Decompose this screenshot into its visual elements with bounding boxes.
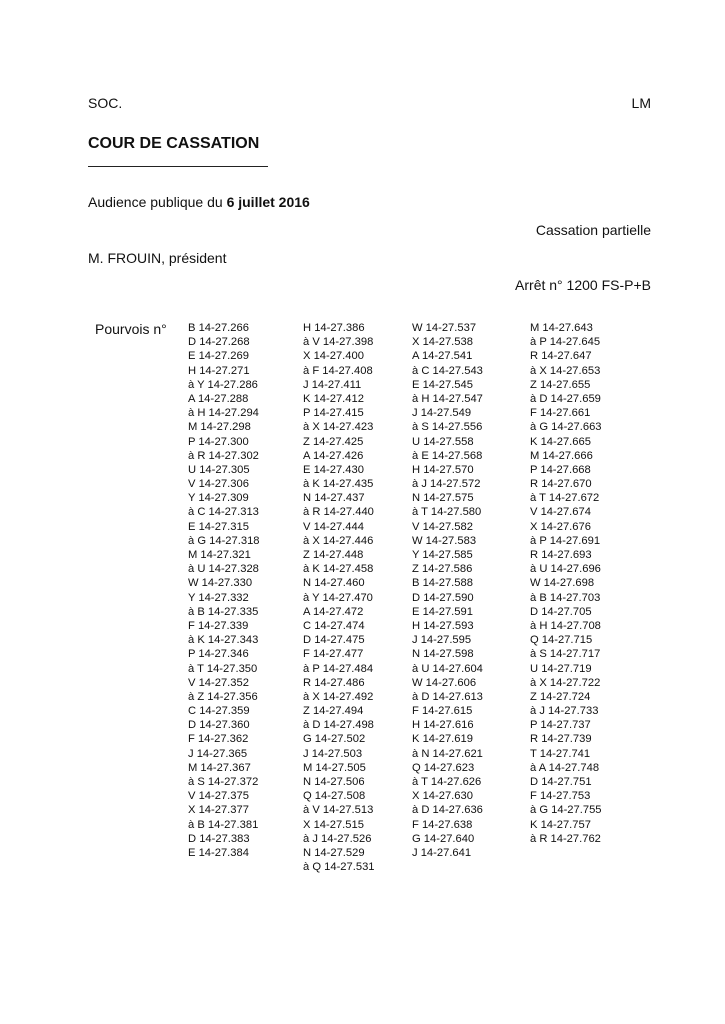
pourvoi-number: à K 14-27.343 [188, 634, 259, 647]
pourvoi-number: à B 14-27.335 [188, 605, 259, 618]
pourvoi-number: à U 14-27.328 [188, 563, 259, 576]
chamber-code: SOC. [88, 95, 123, 111]
pourvoi-number: à R 14-27.440 [303, 506, 374, 519]
pourvoi-number: Z 14-27.448 [303, 549, 364, 561]
decision-type: Cassation partielle [535, 222, 651, 238]
pourvoi-number: K 14-27.665 [530, 435, 591, 448]
pourvoi-number: à G 14-27.755 [530, 804, 602, 817]
pourvoi-number: A 14-27.541 [412, 350, 473, 363]
pourvoi-number: à X 14-27.423 [303, 421, 374, 434]
pourvoi-number: X 14-27.538 [412, 336, 473, 349]
pourvoi-number: à A 14-27.748 [530, 761, 600, 774]
president-name: M. FROUIN, président [88, 250, 227, 266]
pourvoi-number: à J 14-27.526 [303, 832, 372, 845]
pourvoi-number: à C 14-27.543 [412, 364, 483, 377]
pourvoi-number: E 14-27.591 [412, 605, 473, 618]
pourvoi-number: T 14-27.741 [530, 747, 591, 760]
pourvoi-number: à K 14-27.435 [303, 478, 374, 491]
pourvois-column-1 [188, 321, 260, 860]
pourvoi-number: R 14-27.647 [530, 350, 592, 363]
pourvoi-number: à Y 14-27.470 [303, 591, 373, 604]
pourvoi-number: H 14-27.570 [412, 463, 474, 476]
pourvoi-number: M 14-27.666 [530, 449, 593, 462]
pourvoi-number: à R 14-27.762 [530, 832, 601, 845]
pourvoi-number: Q 14-27.508 [303, 790, 366, 803]
hearing-date: 6 juillet 2016 [226, 194, 310, 210]
pourvoi-number: J 14-27.595 [412, 634, 472, 647]
pourvois-label: Pourvois n° [95, 321, 167, 337]
pourvoi-number: B 14-27.588 [412, 577, 473, 590]
pourvoi-number: W 14-27.698 [530, 577, 595, 590]
pourvoi-number: N 14-27.529 [303, 846, 365, 859]
pourvoi-number: Q 14-27.623 [412, 761, 475, 774]
pourvoi-number: à X 14-27.722 [530, 676, 601, 689]
pourvoi-number: à N 14-27.621 [412, 747, 483, 760]
pourvoi-number: V 14-27.306 [188, 478, 249, 491]
pourvoi-number: E 14-27.545 [412, 378, 473, 391]
pourvoi-number: D 14-27.475 [303, 634, 365, 647]
pourvoi-number: J 14-27.503 [303, 747, 363, 760]
pourvoi-number: F 14-27.615 [412, 705, 473, 718]
pourvoi-number: X 14-27.630 [412, 790, 473, 803]
pourvoi-number: H 14-27.593 [412, 619, 474, 632]
pourvoi-number: à X 14-27.653 [530, 364, 601, 377]
pourvoi-number: P 14-27.415 [303, 407, 364, 420]
pourvoi-number: V 14-27.674 [530, 506, 591, 519]
pourvoi-number: Y 14-27.309 [188, 492, 249, 505]
pourvoi-number: à D 14-27.659 [530, 392, 601, 405]
pourvoi-number: à P 14-27.691 [530, 534, 601, 547]
pourvoi-number: à B 14-27.381 [188, 818, 259, 831]
pourvoi-number: à Y 14-27.286 [188, 378, 258, 391]
pourvoi-number: Q 14-27.715 [530, 634, 593, 647]
pourvoi-number: D 14-27.360 [188, 719, 250, 732]
pourvoi-number: Z 14-27.724 [530, 690, 591, 703]
pourvoi-number: C 14-27.359 [188, 705, 250, 718]
pourvoi-number: à H 14-27.547 [412, 392, 483, 405]
pourvoi-number: V 14-27.444 [303, 520, 364, 533]
pourvoi-number: Z 14-27.494 [303, 705, 364, 718]
pourvoi-number: P 14-27.346 [188, 648, 249, 661]
title-underline [88, 166, 268, 167]
pourvoi-number: à V 14-27.398 [303, 336, 374, 349]
pourvoi-number: à X 14-27.492 [303, 690, 374, 703]
pourvoi-number: W 14-27.606 [412, 676, 477, 689]
pourvoi-number: A 14-27.288 [188, 392, 249, 405]
pourvoi-number: à Z 14-27.356 [188, 690, 258, 703]
pourvoi-number: à T 14-27.626 [412, 776, 482, 788]
pourvoi-number: D 14-27.383 [188, 832, 250, 845]
pourvoi-number: N 14-27.575 [412, 492, 474, 505]
pourvoi-number: A 14-27.472 [303, 605, 364, 618]
pourvoi-number: F 14-27.638 [412, 818, 473, 831]
pourvoi-number: à G 14-27.663 [530, 421, 602, 434]
pourvoi-number: M 14-27.505 [303, 761, 366, 774]
clerk-initials: LM [631, 95, 651, 111]
pourvoi-number: H 14-27.271 [188, 364, 250, 377]
pourvoi-number: E 14-27.430 [303, 463, 364, 476]
pourvoi-number: à T 14-27.580 [412, 506, 482, 519]
pourvoi-number: W 14-27.537 [412, 322, 477, 334]
pourvoi-number: à S 14-27.556 [412, 421, 483, 434]
pourvoi-number: J 14-27.365 [188, 747, 248, 760]
pourvoi-number: E 14-27.269 [188, 350, 249, 363]
pourvoi-number: à J 14-27.572 [412, 478, 481, 491]
pourvoi-number: G 14-27.502 [303, 733, 366, 746]
pourvoi-number: à H 14-27.708 [530, 619, 601, 632]
pourvoi-number: W 14-27.330 [188, 577, 253, 590]
pourvoi-number: X 14-27.515 [303, 818, 364, 831]
pourvoi-number: M 14-27.367 [188, 761, 251, 774]
pourvois-column-2 [303, 321, 375, 874]
pourvoi-number: V 14-27.582 [412, 520, 473, 533]
pourvoi-number: V 14-27.375 [188, 790, 249, 803]
pourvoi-number: W 14-27.583 [412, 534, 477, 547]
pourvoi-number: à R 14-27.302 [188, 449, 259, 462]
pourvoi-number: U 14-27.719 [530, 662, 592, 675]
pourvoi-number: F 14-27.753 [530, 790, 591, 803]
pourvoi-number: N 14-27.598 [412, 648, 474, 661]
pourvoi-number: à H 14-27.294 [188, 407, 259, 420]
pourvoi-number: à J 14-27.733 [530, 705, 599, 718]
pourvoi-number: R 14-27.693 [530, 549, 592, 561]
pourvoi-number: G 14-27.640 [412, 832, 475, 845]
court-title: COUR DE CASSATION [88, 135, 260, 152]
pourvoi-number: R 14-27.670 [530, 478, 592, 491]
pourvoi-number: P 14-27.737 [530, 719, 591, 732]
pourvoi-number: P 14-27.300 [188, 435, 249, 448]
pourvoi-number: F 14-27.362 [188, 733, 249, 746]
pourvoi-number: H 14-27.386 [303, 322, 365, 334]
pourvoi-number: D 14-27.705 [530, 605, 592, 618]
pourvoi-number: à S 14-27.717 [530, 648, 601, 661]
pourvoi-number: H 14-27.616 [412, 719, 474, 732]
arret-number: Arrêt n° 1200 FS-P+B [515, 277, 651, 293]
pourvoi-number: V 14-27.352 [188, 676, 249, 689]
pourvoi-number: E 14-27.315 [188, 520, 249, 533]
pourvoi-number: à D 14-27.636 [412, 804, 483, 817]
pourvoi-number: X 14-27.400 [303, 350, 364, 363]
pourvoi-number: N 14-27.506 [303, 776, 365, 788]
pourvoi-number: U 14-27.305 [188, 463, 250, 476]
pourvoi-number: à K 14-27.458 [303, 563, 374, 576]
pourvoi-number: à X 14-27.446 [303, 534, 374, 547]
pourvoi-number: X 14-27.377 [188, 804, 249, 817]
pourvoi-number: N 14-27.460 [303, 577, 365, 590]
pourvoi-number: M 14-27.298 [188, 421, 251, 434]
pourvoi-number: Y 14-27.585 [412, 549, 473, 561]
pourvoi-number: Y 14-27.332 [188, 591, 249, 604]
pourvoi-number: à P 14-27.484 [303, 662, 374, 675]
pourvoi-number: P 14-27.668 [530, 463, 591, 476]
pourvoi-number: E 14-27.384 [188, 846, 249, 859]
pourvoi-number: F 14-27.661 [530, 407, 591, 420]
pourvoi-number: à E 14-27.568 [412, 449, 483, 462]
pourvoi-number: R 14-27.486 [303, 676, 365, 689]
pourvoi-number: B 14-27.266 [188, 322, 249, 334]
pourvoi-number: U 14-27.558 [412, 435, 474, 448]
pourvoi-number: à V 14-27.513 [303, 804, 374, 817]
pourvoi-number: Z 14-27.425 [303, 435, 364, 448]
pourvoi-number: à P 14-27.645 [530, 336, 601, 349]
pourvoi-number: F 14-27.339 [188, 619, 249, 632]
pourvois-column-4 [530, 321, 602, 846]
pourvoi-number: D 14-27.590 [412, 591, 474, 604]
pourvoi-number: à T 14-27.672 [530, 492, 600, 505]
pourvoi-number: X 14-27.676 [530, 520, 591, 533]
pourvoi-number: Z 14-27.586 [412, 563, 473, 576]
pourvoi-number: J 14-27.641 [412, 846, 472, 859]
pourvoi-number: J 14-27.549 [412, 407, 472, 420]
pourvoi-number: à U 14-27.696 [530, 563, 601, 576]
pourvoi-number: à G 14-27.318 [188, 534, 260, 547]
pourvoi-number: à T 14-27.350 [188, 662, 258, 675]
pourvoi-number: K 14-27.757 [530, 818, 591, 831]
pourvoi-number: à F 14-27.408 [303, 364, 373, 377]
pourvoi-number: à Q 14-27.531 [303, 861, 375, 874]
pourvoi-number: à U 14-27.604 [412, 662, 483, 675]
pourvoi-number: à S 14-27.372 [188, 776, 259, 788]
pourvoi-number: F 14-27.477 [303, 648, 364, 661]
pourvoi-number: C 14-27.474 [303, 619, 365, 632]
pourvoi-number: à B 14-27.703 [530, 591, 601, 604]
pourvoi-number: K 14-27.412 [303, 392, 364, 405]
pourvoi-number: D 14-27.268 [188, 336, 250, 349]
pourvois-column-3 [412, 321, 483, 860]
pourvoi-number: A 14-27.426 [303, 449, 364, 462]
hearing-line [88, 194, 310, 210]
pourvoi-number: R 14-27.739 [530, 733, 592, 746]
pourvoi-number: K 14-27.619 [412, 733, 473, 746]
pourvoi-number: M 14-27.321 [188, 549, 251, 561]
pourvoi-number: J 14-27.411 [303, 378, 362, 391]
pourvoi-number: à C 14-27.313 [188, 506, 259, 519]
pourvoi-number: N 14-27.437 [303, 492, 365, 505]
pourvoi-number: Z 14-27.655 [530, 378, 591, 391]
pourvoi-number: à D 14-27.498 [303, 719, 374, 732]
pourvoi-number: M 14-27.643 [530, 322, 593, 334]
hearing-prefix: Audience publique du [88, 194, 227, 210]
pourvoi-number: D 14-27.751 [530, 776, 592, 788]
pourvoi-number: à D 14-27.613 [412, 690, 483, 703]
